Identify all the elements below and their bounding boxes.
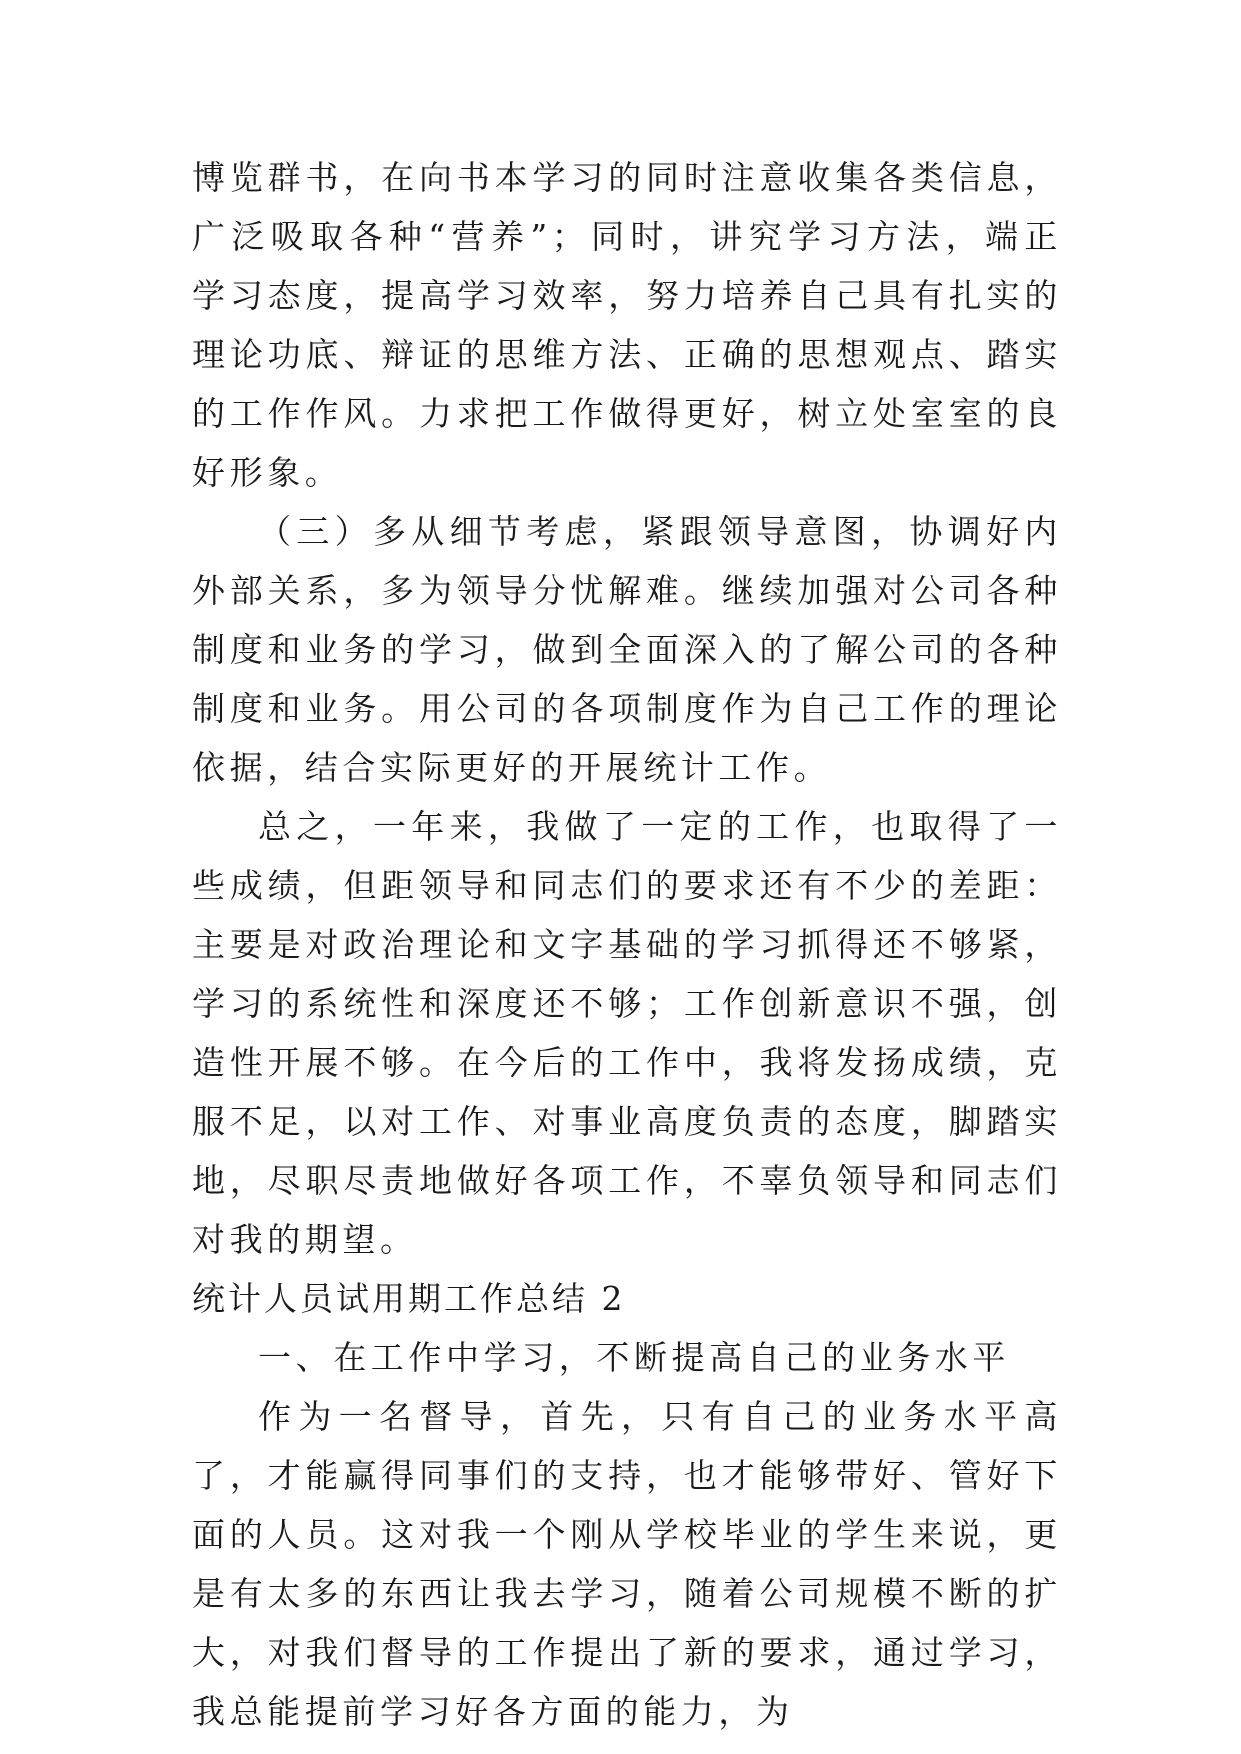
document-title: 统计人员试用期工作总结 2 (192, 1279, 626, 1318)
paragraph-summary: 总之，一年来，我做了一定的工作，也取得了一些成绩，但距领导和同志们的要求还有不少的差距：主要是对政治理论和文字基础的学习抓得还不够紧，学习的系统性和深度还不够；工作创新意识不强，创造性开展不够。在今后的工作中，我将发扬成绩，克服不足，以对工作、对事业高度负责的态度，脚踏实地，尽职尽责地做好各项工作，不辜负领导和同志们对我的期望。 (192, 807, 1062, 1259)
paragraph-body: 作为一名督导，首先，只有自己的业务水平高了，才能赢得同事们的支持，也才能够带好、管好下面的人员。这对我一个刚从学校毕业的学生来说，更是有太多的东西让我去学习，随着公司规模不断的扩大，对我们督导的工作提出了新的要求，通过学习，我总能提前学习好各方面的能力，为 (192, 1397, 1062, 1731)
paragraph-continuation: 博览群书，在向书本学习的同时注意收集各类信息，广泛吸取各种“营养”；同时，讲究学习方法，端正学习态度，提高学习效率，努力培养自己具有扎实的理论功底、辩证的思维方法、正确的思想观点、踏实的工作作风。力求把工作做得更好，树立处室室的良好形象。 (192, 158, 1062, 492)
paragraph-section-three: （三）多从细节考虑，紧跟领导意图，协调好内外部关系，多为领导分忧解难。继续加强对公司各种制度和业务的学习，做到全面深入的了解公司的各种制度和业务。用公司的各项制度作为自己工作的理论依据，结合实际更好的开展统计工作。 (192, 512, 1062, 787)
document-body (192, 148, 1062, 1741)
section-heading: 一、在工作中学习，不断提高自己的业务水平 (258, 1338, 1010, 1377)
